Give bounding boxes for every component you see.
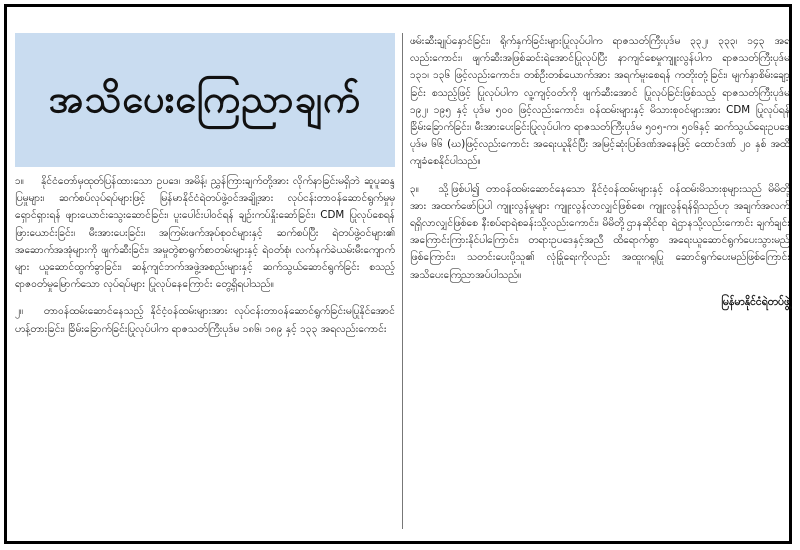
paragraph-text: တာဝန်ထမ်းဆောင်နေသည့် နိုင်ငံ့ဝန်ထမ်းများအား လုပ်ငန်းတာဝန်ဆောင်ရွက်ခြင်းမပြုနိုင်အောင် ဟန့်တားခြင်း၊ ခြိမ်းခြောက်ခြင်းပြုလုပ်ပါက ရာဇသတ်ကြီးပုဒ်မ ၁၈၆၊ ၁၈၉ နှင့် ၁၃၃ အရလည်းကောင်း (15, 305, 395, 335)
paragraph-text: သို့ဖြစ်ပါ၍ တာဝန်ထမ်းဆောင်နေသော နိုင်ငံ့ဝန်ထမ်းများနှင့် ဝန်ထမ်းမိသားစုများသည် မိမိတို့အား အထက်ဖော်ပြပါ ကျူးလွန်မှုများ ကျူးလွန်လာလျှင်ဖြစ်စေ၊ ကျူးလွန်ရန်ရှိသည်ဟု အချက်အလက်ရရှိလာလျှင်ဖြစ်စေ နီးစပ်ရာရဲစခန်းသို့လည်းကောင်း၊ မိမိတို့ဌာနဆိုင်ရာ ရဲဌာနသို့လည်းကောင်း ချက်ချင်းအကြောင်းကြားနိုင်ပါကြောင်း၊ တရားဥပဒေနှင့်အညီ ထိရောက်စွာ အရေးယူဆောင်ရွက်ပေးသွားမည် ဖြစ်ကြောင်း၊ သတင်းပေးပို့သူ၏ လုံခြုံရေးကိုလည်း အထူးဂရုပြု ဆောင်ရွက်ပေးမည်ဖြစ်ကြောင်း အသိပေးကြေညာအပ်ပါသည်။ (410, 182, 790, 281)
announcement-frame (4, 4, 792, 544)
paragraph-number: ၂။ (15, 305, 24, 318)
issuer-signature: မြန်မာနိုင်ငံရဲတပ်ဖွဲ့ (721, 295, 790, 308)
title-banner (15, 33, 395, 167)
paragraph-1 (15, 173, 395, 293)
paragraph-text: ဖမ်းဆီးချုပ်နှောင်ခြင်း၊ ရိုက်နှက်ခြင်းများပြုလုပ်ပါက ရာဇသတ်ကြီးပုဒ်မ ၃၃၂၊ ၃၃၃၊ ၁၄၃ အရလည်းကောင်း၊ ဖျက်ဆီးအဖြစ်ဆင်းရဲအောင်ပြုလုပ်ပြီး နာကျင်စေမှုကျူးလွန်ပါက ရာဇသတ်ကြီးပုဒ်မ ၁၃၁၊ ၁၃၆ ဖြင့်လည်းကောင်း၊ တစ်ဦးတစ်ယောက်အား အရက်မူးစေရန် ကတိုးတုံ့ခြင်း၊ မျက်နှာစိမ်းချော့ခြင်း စသည့်ဖြင့် ပြုလုပ်ပါက လူ့ကျင့်ဝတ်ကို ဖျက်ဆီးအောင် ပြုလုပ်ခြင်းဖြစ်သည့် ရာဇသတ်ကြီးပုဒ်မ ၁၉၂၊ ၁၉၅ နှင့် ပုဒ်မ ၅၀၀ ဖြင့်လည်းကောင်း၊ ဝန်ထမ်းများနှင့် မိသားစုဝင်များအား CDM ပြုလုပ်ရန် ခြိမ်းခြောက်ခြင်း၊ မီးအားပေးခြင်းပြုလုပ်ပါက ရာဇသတ်ကြီးပုဒ်မ ၅၀၅-က၊ ၅၀၆နှင့် ဆက်သွယ်ရေးဥပဒေပုဒ်မ ၆၆ (ဃ)ဖြင့်လည်းကောင်း အရေးယူနိုင်ပြီး အမြင့်ဆုံးပြစ်ဒဏ်အနေဖြင့် ထောင်ဒဏ် ၂၀ နှစ် အထိ ကျခံစေနိုင်ပါသည်။ (410, 35, 790, 168)
paragraph-number: ၃။ (410, 182, 419, 195)
column-divider (402, 33, 403, 529)
paragraph-number: ၁။ (15, 175, 24, 187)
paragraph-3 (410, 181, 790, 284)
paragraph-2-continued (410, 33, 790, 171)
right-column (410, 33, 790, 531)
paragraph-2 (15, 303, 395, 337)
left-column (15, 33, 395, 531)
page-title: အသိပေးကြေညာချက် (48, 77, 362, 122)
paragraph-text: နိုင်ငံတော်မှထုတ်ပြန်ထားသော ဥပဒေ၊ အမိန့်၊ ညွှန်ကြားချက်တို့အား လိုက်နာခြင်းမရှိဘဲ ဆူပူဆန္ဒပြမှုများ၊ ဆက်စပ်လုပ်ရပ်များဖြင့် မြန်မာနိုင်ငံရဲတပ်ဖွဲ့ဝင်အချို့အား လုပ်ငန်းတာဝန်ဆောင်ရွက်မှုမှ ရှောင်ရှားရန် ဖျားယောင်းသွေးဆောင်ခြင်း၊ ပူးပေါင်းပါဝင်ရန် ချဉ်းကပ်နှိုးဆော်ခြင်း၊ CDM ပြုလုပ်စေရန် ဖြားယောင်းခြင်း၊ မီးအားပေးခြင်း၊ အကြမ်းဖက်အုပ်စုဝင်များနှင့် ဆက်စပ်ပြီး ရဲတပ်ဖွဲ့ဝင်များ၏ အဆောက်အအုံများကို ဖျက်ဆီးခြင်း၊ အမှုတွဲစာရွက်စာတမ်းများနှင့် ရဲဝတ်စုံ၊ လက်နက်ခဲယမ်းမီးကျောက်များ ယူဆောင်ထွက်ခွာခြင်း၊ ဆန့်ကျင်ဘက်အဖွဲ့အစည်းများနှင့် ဆက်သွယ်ဆောင်ရွက်ခြင်း စသည့် ရာဇဝတ်မှုမြောက်သော လုပ်ရပ်များ ပြုလုပ်နေကြောင်း တွေ့ရှိရပါသည်။ (15, 175, 395, 291)
